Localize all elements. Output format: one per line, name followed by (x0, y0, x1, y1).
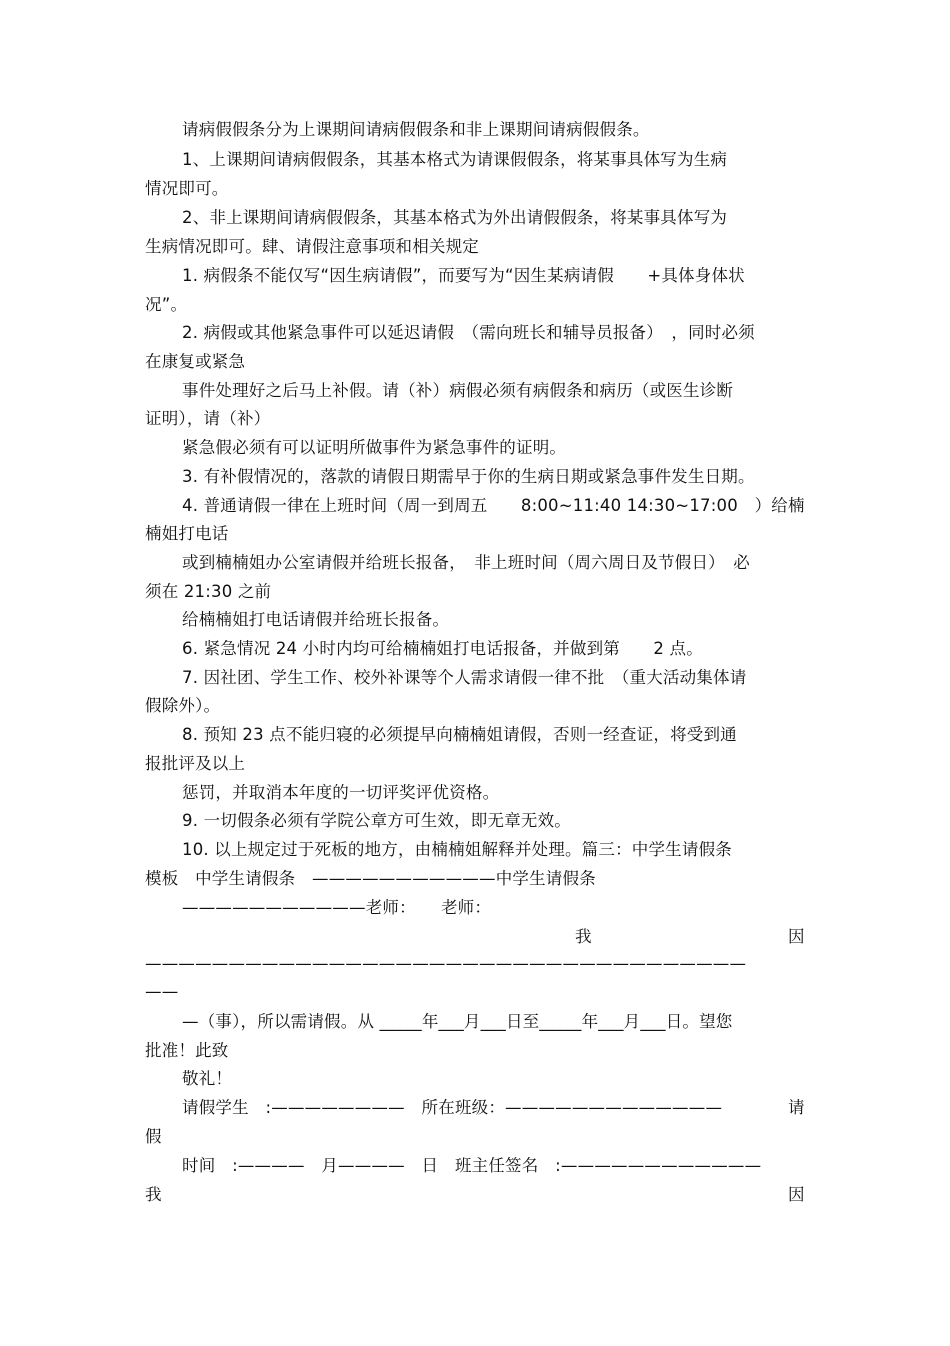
text-line: 8. 预知 23 点不能归寝的必须提早向楠楠姐请假，否则一经查证，将受到通 (182, 725, 737, 744)
text-line: 批准！此致 (145, 1041, 229, 1060)
form-line-time-signature: 时间 :———— 月———— 日 班主任签名 :———————————— (182, 1156, 762, 1175)
text-line: 模板 中学生请假条 ———————————中学生请假条 (145, 869, 596, 888)
text-line: 请 (788, 1098, 805, 1117)
text-line: 4. 普通请假一律在上班时间（周一到周五 8:00~11:40 14:30~17:00 ）给楠 (182, 496, 805, 515)
text-line: 给楠楠姐打电话请假并给班长报备。 (182, 610, 450, 629)
form-line-student-class: 请假学生 :———————— 所在班级：————————————— (182, 1098, 723, 1117)
text-line: 假除外）。 (145, 696, 221, 715)
text-line: 请病假假条分为上课期间请病假假条和非上课期间请病假假条。 (182, 120, 650, 139)
text-line: 报批评及以上 (145, 754, 246, 773)
dash-line: —— (145, 982, 179, 1001)
text-line: 2. 病假或其他紧急事件可以延迟请假 （需向班长和辅导员报备） ，同时必须 (182, 323, 755, 342)
text-line: 生病情况即可。肆、请假注意事项和相关规定 (145, 237, 479, 256)
text-line: 惩罚，并取消本年度的一切评奖评优资格。 (182, 783, 500, 802)
text-line: 7. 因社团、学生工作、校外补课等个人需求请假一律不批 （重大活动集体请 (182, 668, 747, 687)
text-line: 况”。 (145, 295, 188, 314)
text-line: 敬礼！ (182, 1069, 233, 1088)
text-line: 1、上课期间请病假假条，其基本格式为请课假假条，将某事具体写为生病 (182, 150, 728, 169)
text-line: 事件处理好之后马上补假。请（补）病假必须有病假条和病历（或医生诊断 (182, 381, 734, 400)
text-line: 或到楠楠姐办公室请假并给班长报备， 非上班时间（周六周日及节假日） 必 (182, 553, 750, 572)
text-line: 在康复或紧急 (145, 352, 246, 371)
text-line: 我 (145, 1185, 162, 1204)
text-line: 紧急假必须有可以证明所做事件为紧急事件的证明。 (182, 438, 567, 457)
text-line: 10. 以上规定过于死板的地方，由楠楠姐解释并处理。篇三：中学生请假条 (182, 840, 732, 859)
dash-line: ———————————————————————————————————— (145, 954, 747, 973)
text-line: 我 (575, 927, 592, 946)
text-line: 3. 有补假情况的，落款的请假日期需早于你的生病日期或紧急事件发生日期。 (182, 467, 755, 486)
text-line: 6. 紧急情况 24 小时内均可给楠楠姐打电话报备，并做到第 2 点。 (182, 639, 703, 658)
text-line: 因 (788, 927, 805, 946)
text-line: —（事），所以需请假。从 _____年___月___日至_____年___月___日。望您 (182, 1012, 733, 1031)
text-line: 因 (788, 1185, 805, 1204)
text-line: 证明），请（补） (145, 409, 271, 428)
text-line: 须在 21:30 之前 (145, 582, 272, 601)
text-line: 情况即可。 (145, 179, 229, 198)
text-line: 假 (145, 1127, 162, 1146)
text-line: ———————————老师： 老师： (182, 898, 492, 917)
text-line: 楠姐打电话 (145, 524, 229, 543)
text-line: 1. 病假条不能仅写“因生病请假”，而要写为“因生某病请假 +具体身体状 (182, 266, 745, 285)
text-line: 2、非上课期间请病假假条，其基本格式为外出请假假条，将某事具体写为 (182, 208, 728, 227)
text-line: 9. 一切假条必须有学院公章方可生效，即无章无效。 (182, 811, 571, 830)
